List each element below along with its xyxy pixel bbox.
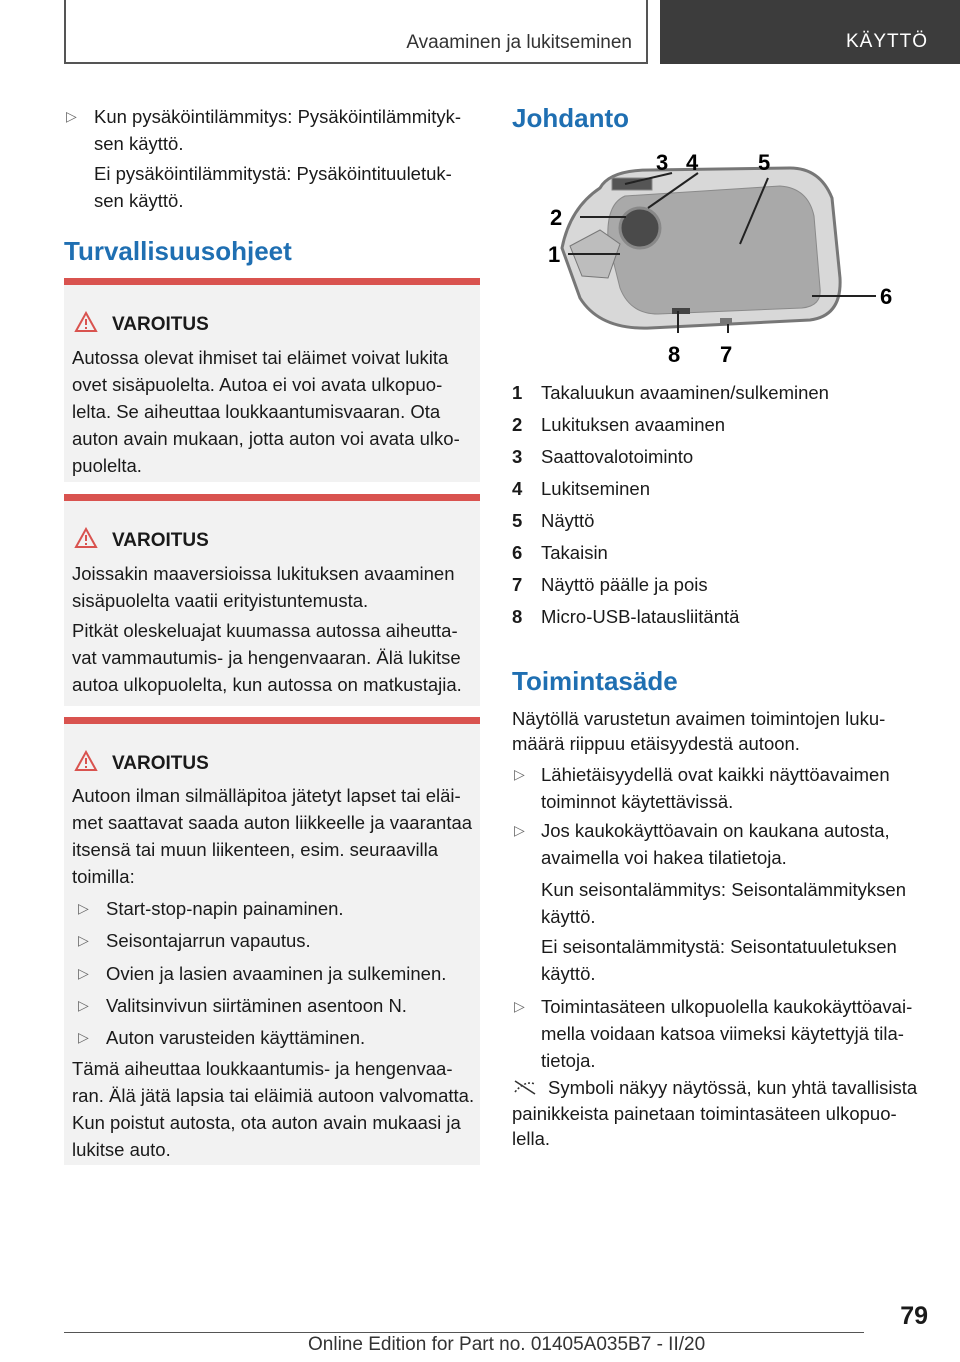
page-number: 79 [900,1302,928,1330]
legend-number: 5 [512,510,523,531]
callout-3: 3 [656,150,669,175]
range-paragraph: määrä riippuu etäisyydestä autoon. [512,733,800,754]
bullet-triangle-icon: ▷ [66,108,77,124]
warning-line: vat vammautumis- ja hengenvaaran. Älä lukitse [72,647,461,668]
warning-line: lukitse auto. [72,1139,171,1160]
warning-line: Kun poistut autosta, ota auton avain mukaasi ja [72,1112,461,1133]
bullet-triangle-icon: ▷ [78,1029,89,1045]
warning-bullet: Valitsinvivun siirtäminen asentoon N. [106,995,407,1016]
bullet-triangle-icon: ▷ [78,965,89,981]
symbol-note: lella. [512,1128,551,1149]
warning-line: itsensä tai muun liikenteen, esim. seuraavilla [72,839,439,860]
legend-number: 6 [512,542,523,563]
range-bullet: mella voidaan katsoa viimeksi käytettyjä tila- [541,1023,904,1044]
callout-1: 1 [548,242,561,267]
warning-title: VAROITUS [112,530,209,551]
warning-triangle-icon [74,311,98,333]
chapter-title: Avaaminen ja lukitseminen [406,32,632,53]
legend-text: Micro-USB-latausliitäntä [541,606,740,627]
legend-number: 8 [512,606,523,627]
range-bullet: toiminnot käytettävissä. [541,791,734,812]
bullet-triangle-icon: ▷ [514,766,525,782]
bullet-triangle-icon: ▷ [78,900,89,916]
range-bullet: Ei seisontalämmitystä: Seisontatuuletuksen [541,936,897,957]
warning-line: autoa ulkopuolelta, kun autossa on matkustajia. [72,674,462,695]
callout-2: 2 [550,205,563,230]
legend-number: 2 [512,414,523,435]
bullet-triangle-icon: ▷ [78,997,89,1013]
range-bullet: avaimella voi hakea tilatietoja. [541,847,787,868]
warning-title: VAROITUS [112,753,209,774]
symbol-note: painikkeista painetaan toimintasäteen ulkopuo- [512,1103,897,1124]
warning-line: Autoon ilman silmälläpitoa jätetyt lapset tai eläi- [72,785,461,806]
warning-bullet: Seisontajarrun vapautus. [106,930,311,951]
warning-box [64,278,480,482]
legend-number: 7 [512,574,523,595]
legend-text: Lukitseminen [541,478,651,499]
range-bullet: käyttö. [541,906,596,927]
callout-5: 5 [758,150,771,175]
out-of-range-signal-icon [512,1078,538,1096]
range-bullet: käyttö. [541,963,596,984]
symbol-note: Symboli näkyy näytössä, kun yhtä tavallisista [548,1077,918,1098]
bullet-triangle-icon: ▷ [514,998,525,1014]
section-title: KÄYTTÖ [845,31,928,52]
warning-box [64,494,480,706]
legend-text: Näyttö [541,510,595,531]
warning-box [64,717,480,1165]
legend-number: 4 [512,478,523,499]
intro-bullet-2: Ei pysäköintilämmitystä: Pysäköintituuletuk- [94,163,452,184]
intro-bullet-1b: sen käyttö. [94,133,184,154]
callout-7: 7 [720,342,733,367]
legend-text: Näyttö päälle ja pois [541,574,708,595]
callout-4: 4 [686,150,699,175]
warning-line: Autossa olevat ihmiset tai eläimet voivat lukita [72,347,449,368]
range-bullet: Toimintasäteen ulkopuolella kaukokäyttöavai- [541,996,913,1017]
header-chapter-box [64,0,648,64]
legend-text: Takaisin [541,542,608,563]
legend-number: 3 [512,446,523,467]
warning-line: Pitkät oleskeluajat kuumassa autossa aiheutta- [72,620,458,641]
warning-line: ovet sisäpuolelta. Autoa ei voi avata ulkopuo- [72,374,443,395]
section-tab [660,0,960,64]
range-bullet: Lähietäisyydellä ovat kaikki näyttöavaimen [541,764,890,785]
range-paragraph: Näytöllä varustetun avaimen toimintojen luku- [512,708,886,729]
heading-range: Toimintasäde [512,666,678,696]
warning-line: Tämä aiheuttaa loukkaantumis- ja hengenvaa- [72,1058,453,1079]
range-bullet: Jos kaukokäyttöavain on kaukana autosta, [541,820,890,841]
warning-triangle-icon [74,527,98,549]
warning-line: Joissakin maaversioissa lukituksen avaaminen [72,563,455,584]
warning-line: auton avain mukaan, jotta auton voi avata ulko- [72,428,460,449]
warning-title: VAROITUS [112,314,209,335]
warning-line: puolelta. [72,455,142,476]
footer-divider [64,1332,864,1333]
callout-8: 8 [668,342,681,367]
callout-6: 6 [880,284,893,309]
warning-line: toimilla: [72,866,135,887]
heading-intro: Johdanto [512,103,629,133]
warning-bullet: Start-stop-napin painaminen. [106,898,344,919]
bullet-triangle-icon: ▷ [78,932,89,948]
display-key-illustration [540,148,910,368]
range-bullet: tietoja. [541,1050,596,1071]
edition-note: Online Edition for Part no. 01405A035B7 - II/20 [308,1334,706,1355]
legend-text: Takaluukun avaaminen/sulkeminen [541,382,829,403]
warning-bullet: Auton varusteiden käyttäminen. [106,1027,366,1048]
intro-bullet-2b: sen käyttö. [94,190,184,211]
warning-line: lelta. Se aiheuttaa loukkaantumisvaaran. Ota [72,401,441,422]
heading-safety: Turvallisuusohjeet [64,236,292,266]
warning-bullet: Ovien ja lasien avaaminen ja sulkeminen. [106,963,447,984]
legend-number: 1 [512,382,523,403]
intro-bullet-1: Kun pysäköintilämmitys: Pysäköintilämmityk- [94,106,462,127]
warning-line: met saattavat saada auton liikkeelle ja vaarantaa [72,812,473,833]
legend-text: Saattovalotoiminto [541,446,694,467]
warning-line: sisäpuolelta vaatii erityistuntemusta. [72,590,369,611]
warning-triangle-icon [74,750,98,772]
legend-text: Lukituksen avaaminen [541,414,726,435]
bullet-triangle-icon: ▷ [514,822,525,838]
warning-line: ran. Älä jätä lapsia tai eläimiä autoon valvomatta. [72,1085,475,1106]
range-bullet: Kun seisontalämmitys: Seisontalämmityksen [541,879,907,900]
